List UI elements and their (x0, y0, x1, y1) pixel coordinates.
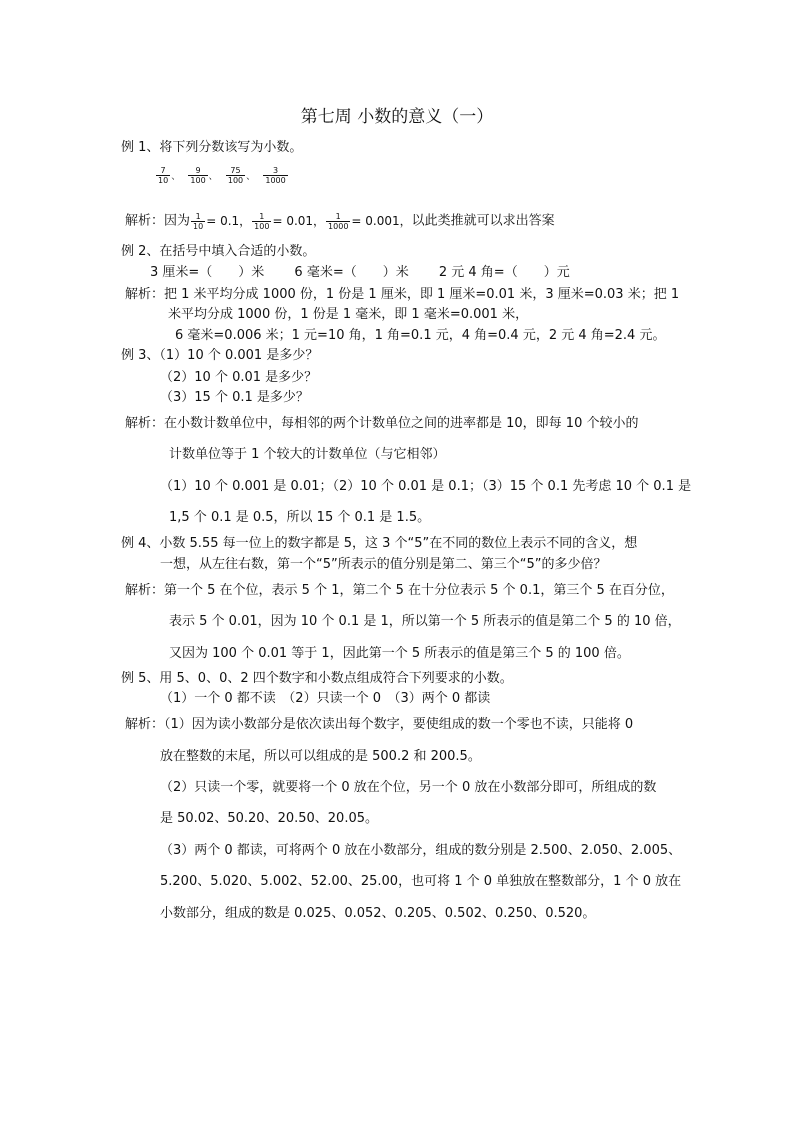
fraction: $\frac{7}{10}$ (158, 166, 169, 185)
ex5-question: 例 5、用 5、0、0、2 四个数字和小数点组成符合下列要求的小数。 (121, 671, 513, 686)
page-title: 第七周 小数的意义（一） (300, 107, 494, 127)
ex4-question: 例 4、小数 5.55 每一位上的数字都是 5，这 3 个“5”在不同的数位上表示不同的含义，想 (121, 536, 638, 551)
fraction: $\frac{9}{100}$ (190, 166, 206, 185)
ex1-analysis: 解析：因为 $\frac{1}{10}$ = 0.1， $\frac{1}{100}$ = 0.01， $\frac{1}{1000}$ = 0.001，以此类推就可以求出答案 (125, 211, 555, 231)
fraction: $\frac{75}{100}$ (227, 166, 244, 185)
ex4-question: 一想，从左往右数，第一个“5”所表示的值分别是第二、第三个“5”的多少倍？ (160, 557, 607, 572)
ex2-analysis-line: 解析：把 1 米平均分成 1000 份，1 份是 1 厘米，即 1 厘米=0.01 米，3 厘米=0.03 米；把 1 (125, 287, 680, 302)
ex5-analysis-line: 解析：（1）因为读小数部分是依次读出每个数字，要使组成的数一个零也不读，只能将 0 (125, 717, 634, 732)
ex5-analysis-line: 小数部分，组成的数是 0.025、0.052、0.205、0.502、0.250、0.520。 (160, 906, 596, 921)
ex2-analysis-line: 6 毫米=0.006 米；1 元=10 角，1 角=0.1 元，4 角=0.4 元，2 元 4 角=2.4 元。 (175, 328, 666, 343)
ex5-analysis-line: 5.200、5.020、5.002、52.00、25.00，也可将 1 个 0 单独放在整数部分，1 个 0 放在 (160, 874, 682, 889)
ex3-question: （2）10 个 0.01 是多少？ (160, 370, 318, 385)
ex5-analysis-line: 是 50.02、50.20、20.50、20.05。 (160, 811, 378, 826)
ex3-analysis-line: 1,5 个 0.1 是 0.5，所以 15 个 0.1 是 1.5。 (169, 510, 431, 525)
ex1-fraction-list: $\frac{7}{10}$ 、 $\frac{9}{100}$ 、 $\frac{75}{100}$ 、 $\frac{3}{1000}$ (158, 166, 286, 185)
ex2-blanks: 3 厘米=（ ）米 6 毫米=（ ）米 2 元 4 角=（ ）元 (150, 265, 570, 280)
ex4-analysis-line: 又因为 100 个 0.01 等于 1，因此第一个 5 所表示的值是第三个 5 的 100 倍。 (169, 646, 630, 661)
ex3-question: 例 3、（1）10 个 0.001 是多少？ (121, 348, 319, 363)
ex4-analysis-line: 解析：第一个 5 在个位，表示 5 个 1，第二个 5 在十分位表示 5 个 0.1，第三个 5 在百分位， (125, 583, 674, 598)
ex3-analysis-line: 解析：在小数计数单位中，每相邻的两个计数单位之间的进率都是 10，即每 10 个较小的 (125, 416, 639, 431)
ex3-question: （3）15 个 0.1 是多少？ (160, 390, 309, 405)
fraction: $\frac{3}{1000}$ (265, 166, 286, 185)
ex2-analysis-line: 米平均分成 1000 份，1 份是 1 毫米，即 1 毫米=0.001 米， (168, 307, 529, 322)
ex5-analysis-line: 放在整数的末尾，所以可以组成的是 500.2 和 200.5。 (160, 749, 481, 764)
ex4-analysis-line: 表示 5 个 0.01，因为 10 个 0.1 是 1，所以第一个 5 所表示的值是第二个 5 的 10 倍， (169, 614, 681, 629)
ex2-question: 例 2、在括号中填入合适的小数。 (121, 244, 316, 259)
ex1-question: 例 1、将下列分数该写为小数。 (121, 140, 303, 155)
ex5-analysis-line: （2）只读一个零，就要将一个 0 放在个位，另一个 0 放在小数部分即可，所组成的数 (160, 780, 657, 795)
ex5-question: （1）一个 0 都不读 （2）只读一个 0 （3）两个 0 都读 (160, 691, 491, 706)
ex3-analysis-line: 计数单位等于 1 个较大的计数单位（与它相邻） (169, 447, 446, 462)
ex5-analysis-line: （3）两个 0 都读，可将两个 0 放在小数部分，组成的数分别是 2.500、2.050、2.005、 (160, 843, 682, 858)
ex3-analysis-line: （1）10 个 0.001 是 0.01；（2）10 个 0.01 是 0.1；（3）15 个 0.1 先考虑 10 个 0.1 是 (160, 479, 692, 494)
